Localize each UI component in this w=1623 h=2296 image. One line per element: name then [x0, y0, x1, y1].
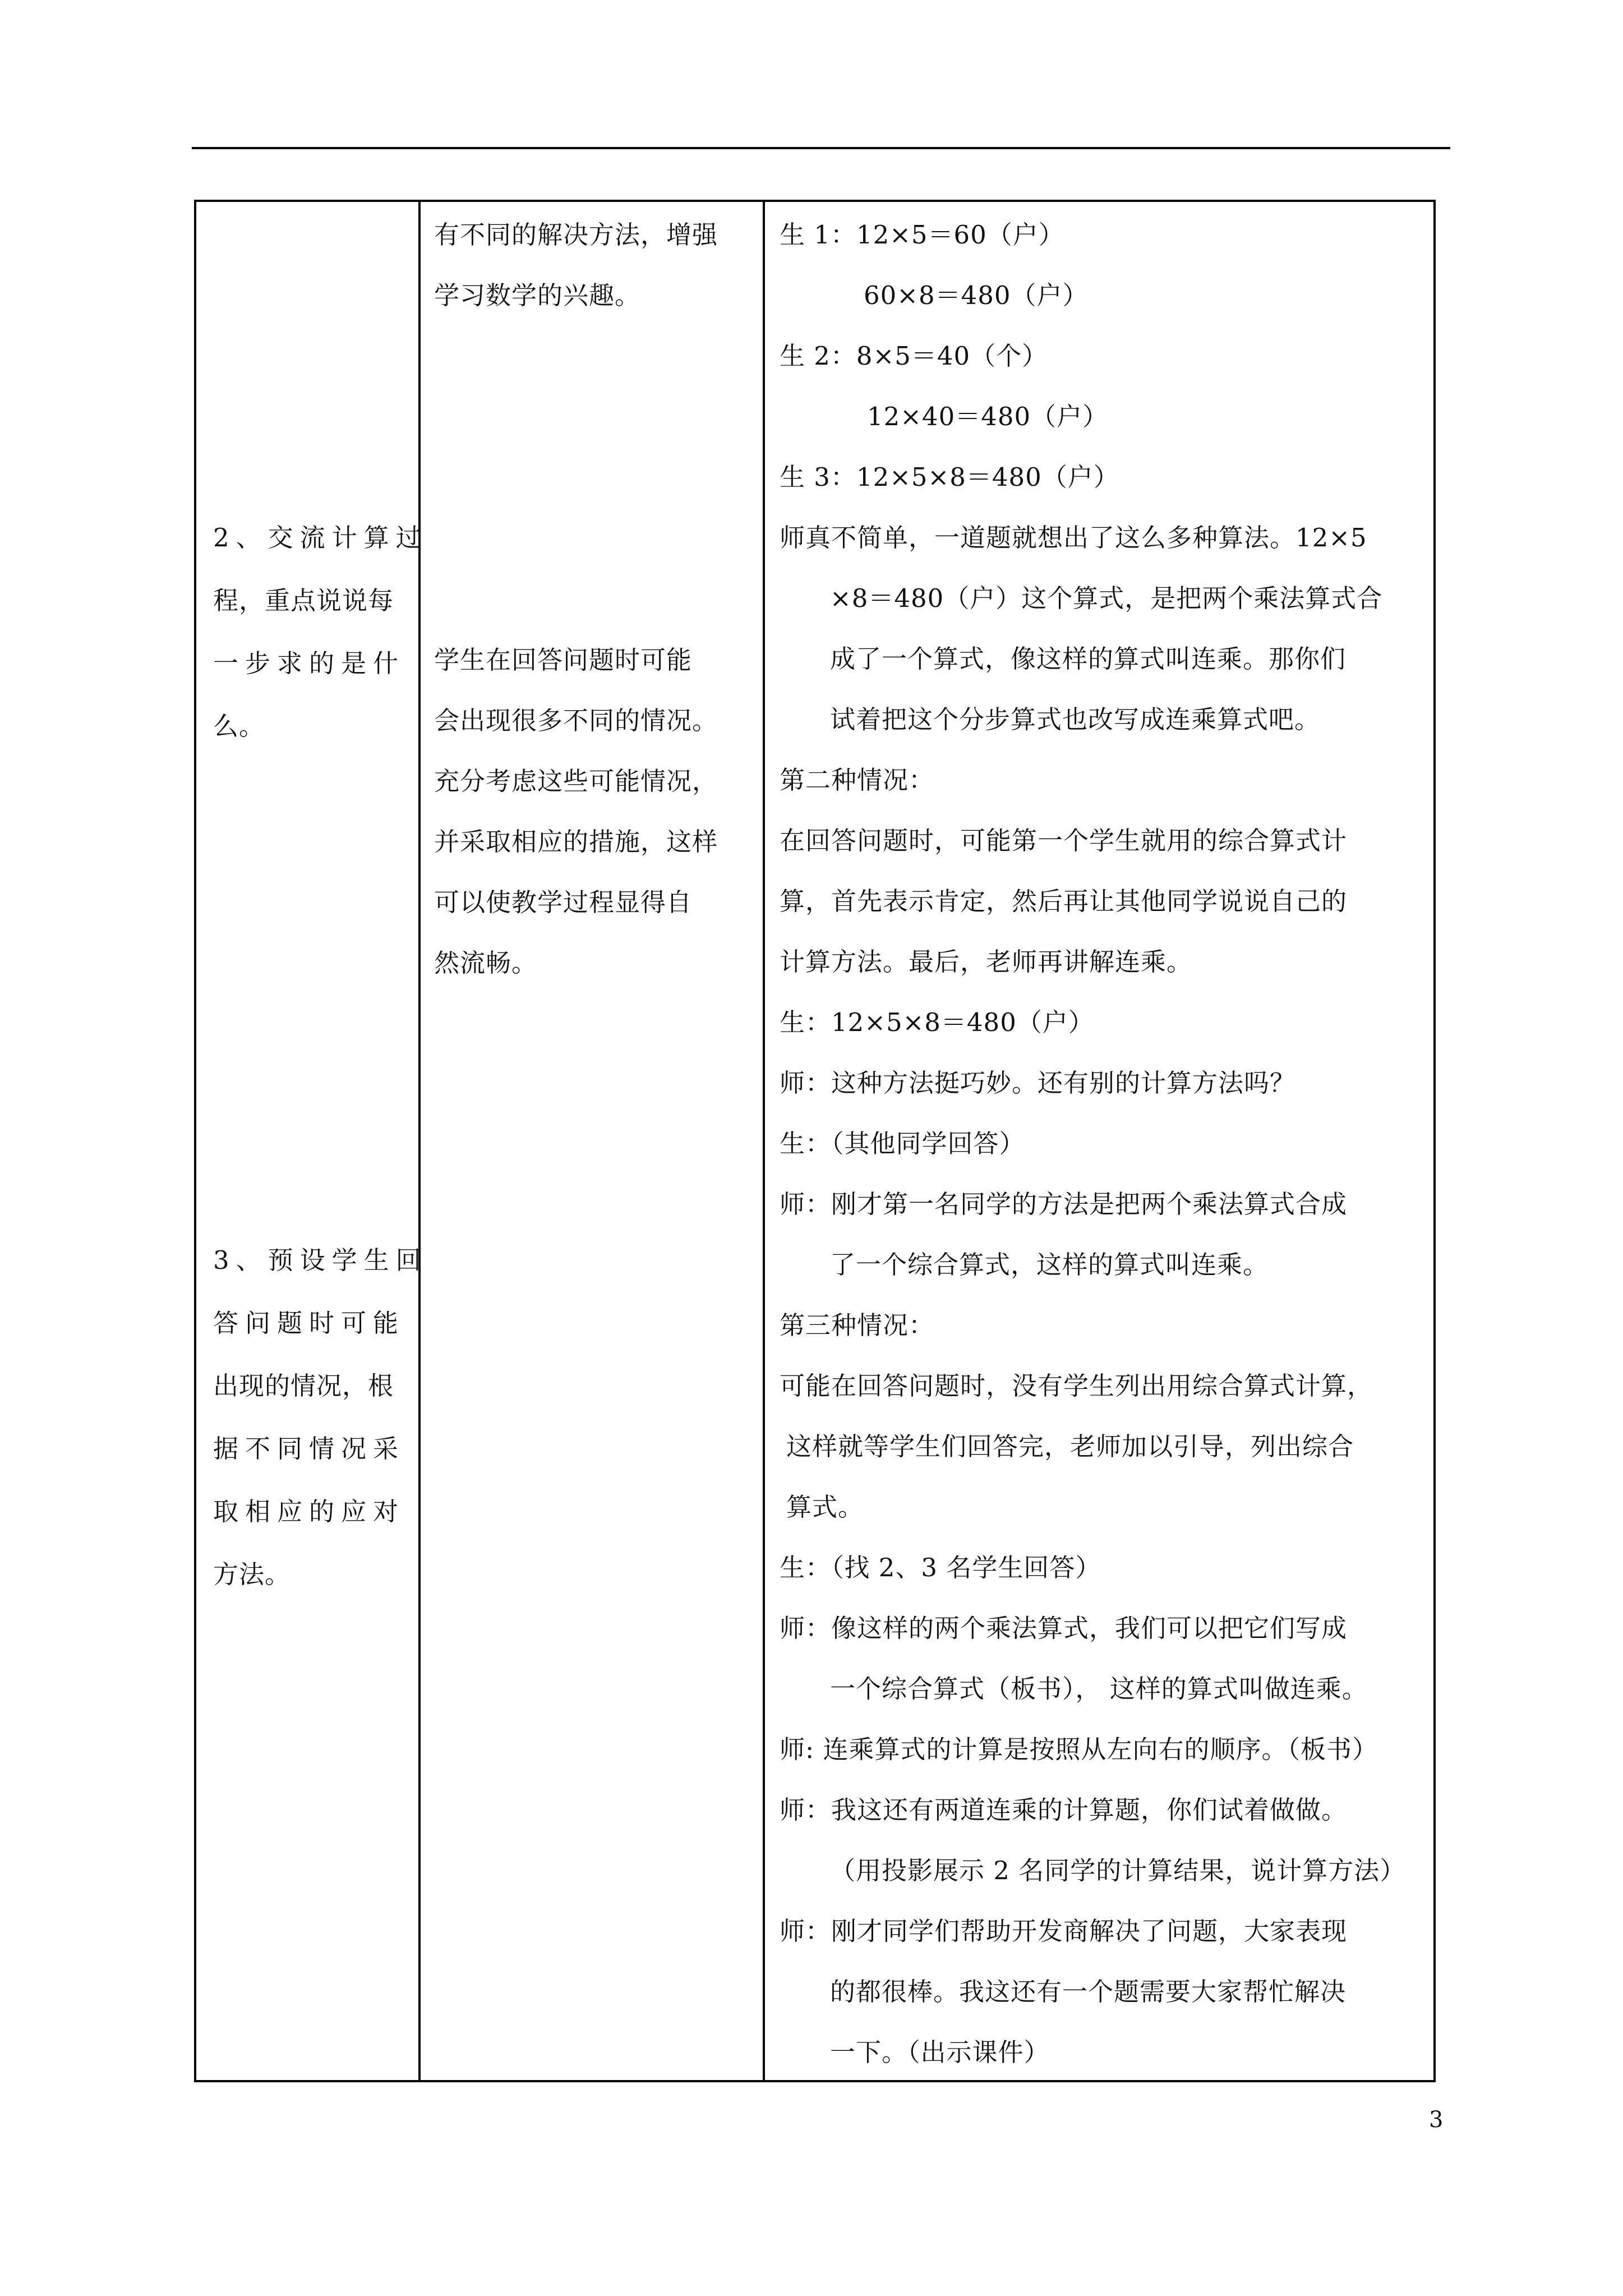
step-text-line: 答问题时可能: [213, 1308, 405, 1338]
dialogue-line: 60×8＝480（户）: [864, 280, 1089, 310]
intent-text-line: 可以使教学过程显得自: [434, 887, 693, 917]
dialogue-line: 第二种情况：: [780, 765, 935, 795]
dialogue-line: 师真不简单，一道题就想出了这么多种算法。12×5: [780, 523, 1367, 553]
dialogue-line: 生 2：8×5＝40（个）: [780, 341, 1048, 371]
step-text-line: 取相应的应对: [213, 1497, 405, 1526]
header-rule: [192, 147, 1450, 149]
dialogue-line: 一个综合算式（板书）， 这样的算式叫做连乘。: [830, 1674, 1368, 1704]
dialogue-line: 师：刚才第一名同学的方法是把两个乘法算式合成: [780, 1189, 1348, 1219]
dialogue-line: 了一个综合算式，这样的算式叫连乘。: [830, 1250, 1269, 1280]
dialogue-line: 师：我这还有两道连乘的计算题，你们试着做做。: [780, 1795, 1348, 1825]
dialogue-line: 12×40＝480（户）: [867, 402, 1109, 431]
lesson-plan-table: [194, 200, 1436, 2082]
intent-text-line: 充分考虑这些可能情况，: [434, 766, 718, 796]
step-text-line: 方法。: [213, 1559, 291, 1589]
dialogue-line: 师：刚才同学们帮助开发商解决了问题，大家表现: [780, 1916, 1348, 1946]
step-text-line: 么。: [213, 711, 265, 741]
step-text-line: 程，重点说说每: [213, 586, 394, 615]
dialogue-line: 生：（找 2、3 名学生回答）: [780, 1553, 1101, 1582]
dialogue-line: 一下。（出示课件）: [830, 2037, 1050, 2067]
dialogue-line: 师：像这样的两个乘法算式，我们可以把它们写成: [780, 1613, 1348, 1643]
intent-text-line: 并采取相应的措施，这样: [434, 827, 718, 857]
dialogue-line: 第三种情况：: [780, 1310, 935, 1340]
dialogue-line: （用投影展示 2 名同学的计算结果，说计算方法）: [830, 1856, 1406, 1885]
page-number: 3: [1429, 2107, 1444, 2133]
step-text-line: 据不同情况采: [213, 1434, 405, 1464]
dialogue-line: 生：（其他同学回答）: [780, 1129, 1025, 1158]
step-text-line: 出现的情况，根: [213, 1371, 394, 1401]
dialogue-line: 的都很棒。我这还有一个题需要大家帮忙解决: [830, 1977, 1347, 2007]
intent-text-line: 会出现很多不同的情况。: [434, 706, 718, 735]
dialogue-line: ×8＝480（户）这个算式，是把两个乘法算式合: [830, 583, 1383, 613]
step-text-line: 2、交流计算过: [213, 523, 428, 553]
dialogue-line: 算，首先表示肯定，然后再让其他同学说说自己的: [780, 886, 1348, 916]
dialogue-line: 在回答问题时，可能第一个学生就用的综合算式计: [780, 826, 1348, 855]
dialogue-line: 试着把这个分步算式也改写成连乘算式吧。: [830, 705, 1321, 734]
step-text-line: 一步求的是什: [213, 648, 405, 678]
dialogue-line: 生 1：12×5＝60（户）: [780, 220, 1064, 250]
dialogue-line: 生 3：12×5×8＝480（户）: [780, 462, 1119, 492]
intent-text-line: 学生在回答问题时可能: [434, 645, 693, 675]
intent-text-line: 学习数学的兴趣。: [434, 280, 641, 310]
intent-text-line: 有不同的解决方法，增强: [434, 220, 718, 250]
dialogue-line: 师: 连乘算式的计算是按照从左向右的顺序。（板书）: [780, 1734, 1378, 1764]
column-divider: [418, 202, 421, 2080]
dialogue-line: 这样就等学生们回答完，老师加以引导，列出综合: [786, 1432, 1354, 1461]
dialogue-line: 成了一个算式，像这样的算式叫连乘。那你们: [830, 644, 1347, 674]
dialogue-line: 计算方法。最后，老师再讲解连乘。: [780, 947, 1193, 977]
intent-text-line: 然流畅。: [434, 948, 538, 978]
column-divider: [763, 202, 765, 2080]
dialogue-line: 算式。: [786, 1492, 864, 1522]
dialogue-line: 可能在回答问题时，没有学生列出用综合算式计算，: [780, 1371, 1373, 1401]
dialogue-line: 生：12×5×8＝480（户）: [780, 1007, 1094, 1037]
step-text-line: 3、预设学生回: [213, 1245, 428, 1275]
dialogue-line: 师：这种方法挺巧妙。还有别的计算方法吗？: [780, 1068, 1296, 1098]
